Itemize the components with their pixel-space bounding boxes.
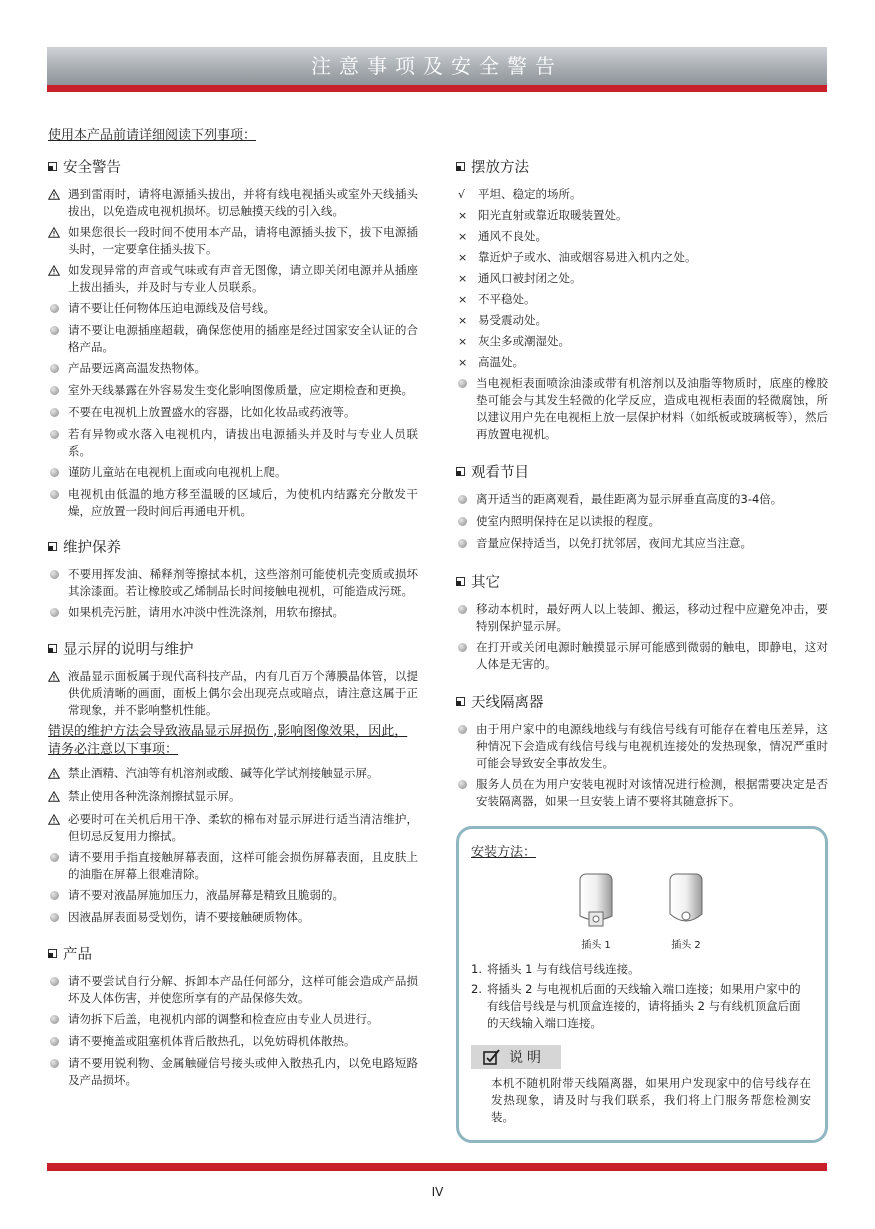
warning-icon xyxy=(48,262,68,281)
warning-icon xyxy=(48,765,68,784)
plug-2-icon xyxy=(666,872,706,934)
list-item xyxy=(48,849,418,883)
list-item xyxy=(456,639,828,673)
bullet-dot-icon xyxy=(48,566,68,584)
plug-2 xyxy=(666,872,706,951)
list-item xyxy=(456,333,828,350)
list-item-text: 液晶显示面板属于现代高科技产品，内有几百万个薄膜晶体管，以提供优质清晰的画面，面板上偶尔会出现亮点或暗点，请注意这属于正常现象，并不影响整机性能。 xyxy=(68,669,418,717)
list-item xyxy=(48,973,418,1007)
bullet-dot-icon xyxy=(456,639,476,657)
list-item-text: 如发现异常的声音或气味或有声音无图像，请立即关闭电源并从插座上拔出插头，并及时与专业人员联系。 xyxy=(68,263,418,294)
list-item-text: 因液晶屏表面易受划伤，请不要接触硬质物体。 xyxy=(68,910,310,924)
list-item xyxy=(48,486,418,520)
plug-2-label: 插头 2 xyxy=(671,940,701,951)
list-item-text: 通风不良处。 xyxy=(478,229,547,243)
cross-mark-icon: × xyxy=(458,293,468,306)
list-item-text: 如果机壳污脏，请用水冲淡中性洗涤剂，用软布擦拭。 xyxy=(68,605,344,619)
section-bullet-icon xyxy=(456,162,465,171)
list-item xyxy=(48,360,418,378)
list-item xyxy=(456,249,828,266)
list-item xyxy=(48,322,418,356)
list-item xyxy=(456,535,828,553)
other-list xyxy=(456,601,828,673)
cross-mark-icon: × xyxy=(458,356,468,369)
placement-list xyxy=(456,186,828,443)
cross-mark-icon: × xyxy=(458,272,468,285)
warning-icon xyxy=(48,186,68,205)
section-title: 安全警告 xyxy=(63,160,121,176)
install-title: 安装方法： xyxy=(471,845,537,860)
note-header xyxy=(471,1045,561,1069)
cross-mark-icon: × xyxy=(458,230,468,243)
list-item xyxy=(456,312,828,329)
list-item-text: 靠近炉子或水、油或烟容易进入机内之处。 xyxy=(478,250,697,264)
list-item-text: 不平稳处。 xyxy=(478,292,536,306)
install-box xyxy=(456,826,828,1143)
install-step: 1. 将插头 1 与有线信号线连接。 xyxy=(471,962,640,976)
warning-icon xyxy=(48,788,68,807)
warning-icon xyxy=(48,224,68,243)
list-item xyxy=(48,224,418,258)
footer-bar xyxy=(47,1163,827,1171)
list-item-text: 阳光直射或靠近取暖装置处。 xyxy=(478,208,628,222)
bullet-dot-icon xyxy=(48,1055,68,1073)
bullet-dot-icon xyxy=(48,887,68,905)
list-item-text: 请不要用手指直接触屏幕表面，这样可能会损伤屏幕表面，且皮肤上的油脂在屏幕上很难清除。 xyxy=(68,850,418,881)
plug-diagram xyxy=(471,872,811,951)
note-text: 本机不随机附带天线隔离器，如果用户发现家中的信号线存在发热现象，请及时与我们联系，我们将上门服务帮您检测安装。 xyxy=(491,1076,811,1124)
list-item xyxy=(48,811,418,845)
plug-1-icon xyxy=(576,872,616,934)
list-item xyxy=(456,270,828,287)
list-item xyxy=(48,464,418,482)
section-display xyxy=(48,638,418,927)
cross-mark-icon: × xyxy=(458,209,468,222)
list-item-text: 如果您很长一段时间不使用本产品，请将电源插头拔下，拔下电源插头时，一定要拿住插头拔下。 xyxy=(68,225,418,256)
bullet-dot-icon xyxy=(48,300,68,318)
display-warning-list xyxy=(48,765,418,927)
section-bullet-icon xyxy=(48,949,57,958)
section-bullet-icon xyxy=(456,697,465,706)
bullet-dot-icon xyxy=(48,604,68,622)
list-item-text: 离开适当的距离观看，最佳距离为显示屏垂直高度的3-4倍。 xyxy=(476,492,783,506)
bullet-dot-icon xyxy=(456,776,476,794)
warning-icon xyxy=(48,811,68,830)
list-item xyxy=(456,186,828,203)
list-item xyxy=(456,513,828,531)
check-mark-icon: √ xyxy=(458,188,466,201)
bullet-dot-icon xyxy=(456,375,476,393)
list-item xyxy=(48,186,418,220)
list-item xyxy=(48,1055,418,1089)
list-item-text: 遇到雷雨时，请将电源插头拔出，并将有线电视插头或室外天线插头拔出，以免造成电视机损坏。切忌触摸天线的引入线。 xyxy=(68,187,418,218)
section-bullet-icon xyxy=(456,467,465,476)
list-item xyxy=(48,262,418,296)
list-item xyxy=(48,426,418,460)
isolator-list xyxy=(456,721,828,810)
bullet-dot-icon xyxy=(48,322,68,340)
title-underline-bar xyxy=(47,85,827,92)
list-item-text: 平坦、稳定的场所。 xyxy=(478,187,582,201)
plug-1-label: 插头 1 xyxy=(581,940,611,951)
note-title: 说明 xyxy=(509,1050,545,1066)
list-item-text: 谨防儿童站在电视机上面或向电视机上爬。 xyxy=(68,465,287,479)
list-item-text: 灰尘多或潮湿处。 xyxy=(478,334,570,348)
list-item-text: 不要用挥发油、稀释剂等擦拭本机，这些溶剂可能使机壳变质或损坏其涂漆面。若让橡胶或乙烯制品长时间接触电视机，可能造成污斑。 xyxy=(68,567,418,598)
list-item-text: 移动本机时，最好两人以上装卸、搬运，移动过程中应避免冲击，要特别保护显示屏。 xyxy=(476,602,828,633)
bullet-dot-icon xyxy=(456,535,476,553)
section-bullet-icon xyxy=(48,542,57,551)
list-item-text: 产品要远离高温发热物体。 xyxy=(68,361,206,375)
list-item xyxy=(48,566,418,600)
list-item-text: 高温处。 xyxy=(478,355,524,369)
bullet-dot-icon xyxy=(456,491,476,509)
install-steps xyxy=(471,961,811,1032)
section-title: 摆放方法 xyxy=(471,160,529,176)
page-number: IV xyxy=(431,1185,444,1199)
list-item-text: 音量应保持适当，以免打扰邻居，夜间尤其应当注意。 xyxy=(476,536,752,550)
list-item xyxy=(48,765,418,784)
checkbox-icon xyxy=(483,1049,501,1065)
cross-mark-icon: × xyxy=(458,314,468,327)
list-item xyxy=(48,382,418,400)
list-item xyxy=(456,601,828,635)
list-item-text: 使室内照明保持在足以读报的程度。 xyxy=(476,514,660,528)
list-item-text: 请不要尝试自行分解、拆卸本产品任何部分，这样可能会造成产品损坏及人体伤害，并使您所享有的产品保修失效。 xyxy=(68,974,418,1005)
section-title: 产品 xyxy=(63,947,92,963)
bullet-dot-icon xyxy=(48,973,68,991)
display-list xyxy=(48,668,418,719)
list-item-text: 室外天线暴露在外容易发生变化影响图像质量，应定期检查和更换。 xyxy=(68,383,413,397)
list-item-text: 禁止使用各种洗涤剂擦拭显示屏。 xyxy=(68,789,241,803)
list-item xyxy=(48,1011,418,1029)
list-item-text: 易受震动处。 xyxy=(478,313,547,327)
list-item-text: 通风口被封闭之处。 xyxy=(478,271,582,285)
list-item xyxy=(48,300,418,318)
maintenance-list xyxy=(48,566,418,622)
section-title: 显示屏的说明与维护 xyxy=(63,642,194,658)
bullet-dot-icon xyxy=(48,909,68,927)
section-product xyxy=(48,943,418,1089)
list-item-text: 必要时可在关机后用干净、柔软的棉布对显示屏进行适当清洁维护，但切忌反复用力擦拭。 xyxy=(68,812,418,843)
list-item xyxy=(48,1033,418,1051)
section-isolator xyxy=(456,691,828,810)
bullet-dot-icon xyxy=(48,360,68,378)
section-title: 天线隔离器 xyxy=(471,695,544,711)
bullet-dot-icon xyxy=(456,513,476,531)
section-bullet-icon xyxy=(456,577,465,586)
bullet-dot-icon xyxy=(48,404,68,422)
list-item xyxy=(456,207,828,224)
bullet-dot-icon xyxy=(48,486,68,504)
section-bullet-icon xyxy=(48,162,57,171)
list-item-text: 请不要对液晶屏施加压力，液晶屏幕是精致且脆弱的。 xyxy=(68,888,344,902)
list-item-text: 电视机由低温的地方移至温暖的区域后，为使机内结露充分散发干燥，应放置一段时间后再通电开机。 xyxy=(68,487,418,518)
plug-1 xyxy=(576,872,616,951)
list-item xyxy=(456,228,828,245)
list-item xyxy=(48,887,418,905)
safety-list xyxy=(48,186,418,520)
list-item-text: 请勿拆下后盖，电视机内部的调整和检查应由专业人员进行。 xyxy=(68,1012,379,1026)
list-item-text: 由于用户家中的电源线地线与有线信号线有可能存在着电压差异，这种情况下会造成有线信号线与电视机连接处的发热现象，情况严重时可能会导致安全事故发生。 xyxy=(476,722,828,770)
list-item xyxy=(456,491,828,509)
cross-mark-icon: × xyxy=(458,251,468,264)
list-item-text: 若有异物或水落入电视机内，请拔出电源插头并及时与专业人员联系。 xyxy=(68,427,418,458)
list-item xyxy=(48,668,418,719)
install-step: 2. 将插头 2 与电视机后面的天线输入端口连接；如果用户家中的有线信号线是与机顶盒连接的，请将插头 2 与有线机顶盒后面的天线输入端口连接。 xyxy=(471,982,801,1030)
list-item xyxy=(456,375,828,443)
list-item-text: 当电视柜表面喷涂油漆或带有机溶剂以及油脂等物质时，底座的橡胶垫可能会与其发生轻微的化学反应，造成电视柜表面的轻微腐蚀，所以建议用户先在电视柜上放一层保护材料（如纸板或玻璃板等），然后再放置电视机。 xyxy=(476,376,828,441)
list-item xyxy=(456,721,828,772)
list-item-text: 服务人员在为用户安装电视时对该情况进行检测，根据需要决定是否安装隔离器，如果一旦安装上请不要将其随意拆下。 xyxy=(476,777,828,808)
section-title: 观看节目 xyxy=(471,465,529,481)
list-item xyxy=(48,404,418,422)
list-item-text: 禁止酒精、汽油等有机溶剂或酸、碱等化学试剂接触显示屏。 xyxy=(68,766,379,780)
bullet-dot-icon xyxy=(48,1033,68,1051)
list-item xyxy=(456,291,828,308)
list-item xyxy=(456,354,828,371)
intro-text: 使用本产品前请详细阅读下列事项： xyxy=(48,128,257,143)
bullet-dot-icon xyxy=(48,382,68,400)
section-title: 维护保养 xyxy=(63,540,121,556)
viewing-list xyxy=(456,491,828,553)
display-warning-title: 错误的维护方法会导致液晶显示屏损伤 ,影响图像效果，因此，请务必注意以下事项： xyxy=(48,724,408,757)
list-item-text: 在打开或关闭电源时触摸显示屏可能感到微弱的触电，即静电，这对人体是无害的。 xyxy=(476,640,828,671)
section-placement xyxy=(456,156,828,443)
list-item xyxy=(48,788,418,807)
list-item-text: 请不要用锐利物、金属触碰信号接头或伸入散热孔内，以免电路短路及产品损坏。 xyxy=(68,1056,418,1087)
list-item-text: 请不要掩盖或阻塞机体背后散热孔，以免妨碍机体散热。 xyxy=(68,1034,356,1048)
bullet-dot-icon xyxy=(456,601,476,619)
section-safety xyxy=(48,156,418,520)
section-other xyxy=(456,571,828,673)
right-column xyxy=(456,156,828,1143)
cross-mark-icon: × xyxy=(458,335,468,348)
section-bullet-icon xyxy=(48,644,57,653)
bullet-dot-icon xyxy=(48,426,68,444)
section-viewing xyxy=(456,461,828,553)
warning-icon xyxy=(48,668,68,687)
section-title: 其它 xyxy=(471,575,500,591)
bullet-dot-icon xyxy=(48,464,68,482)
list-item xyxy=(48,909,418,927)
bullet-dot-icon xyxy=(48,849,68,867)
bullet-dot-icon xyxy=(48,1011,68,1029)
list-item-text: 请不要让任何物体压迫电源线及信号线。 xyxy=(68,301,275,315)
list-item-text: 请不要让电源插座超载，确保您使用的插座是经过国家安全认证的合格产品。 xyxy=(68,323,418,354)
bullet-dot-icon xyxy=(456,721,476,739)
left-column xyxy=(48,156,418,1105)
list-item xyxy=(48,604,418,622)
product-list xyxy=(48,973,418,1089)
section-maintenance xyxy=(48,536,418,622)
list-item xyxy=(456,776,828,810)
list-item-text: 不要在电视机上放置盛水的容器，比如化妆品或药液等。 xyxy=(68,405,356,419)
page-title: 注意事项及安全警告 xyxy=(47,47,827,85)
